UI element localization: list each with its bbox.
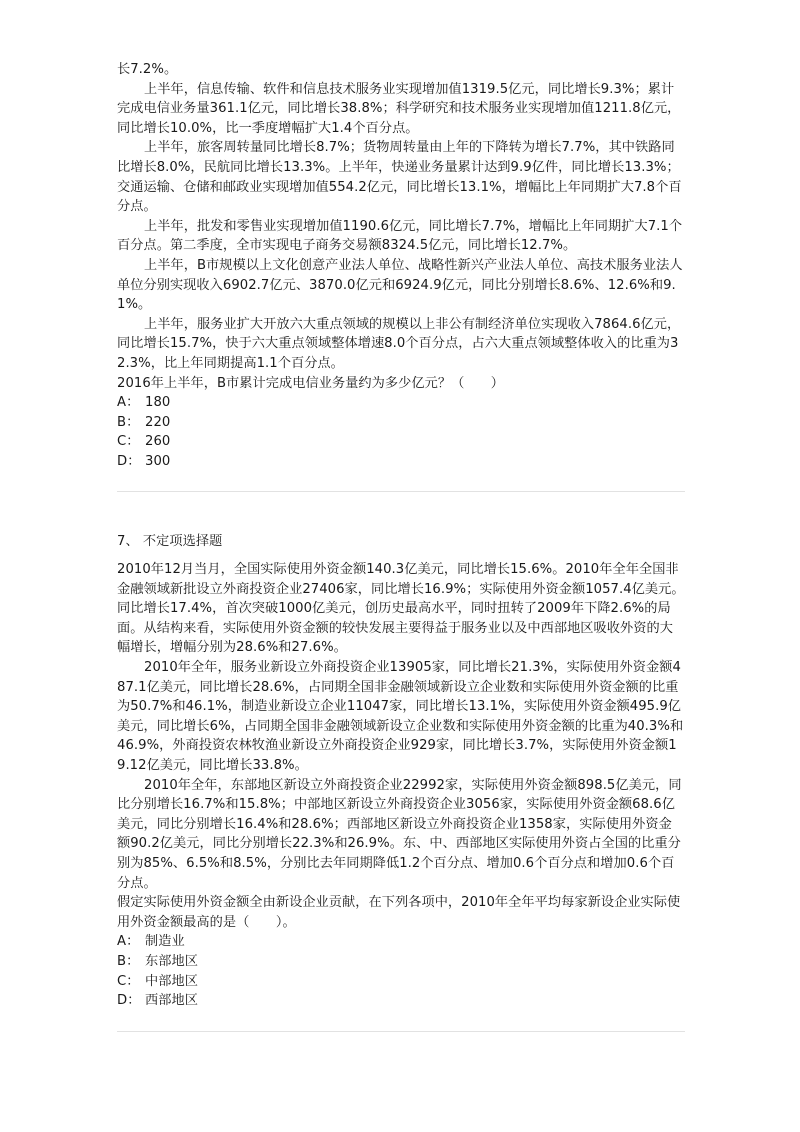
document-body xyxy=(117,60,685,1032)
option-value: 西部地区 xyxy=(145,993,198,1009)
option-key: D： xyxy=(117,453,141,469)
q6-option-a[interactable] xyxy=(117,393,685,413)
q6-option-c[interactable] xyxy=(117,432,685,452)
q7-question-stem: 假定实际使用外资金额全由新设企业贡献，在下列各项中，2010年全年平均每家新设企业实际使用外资金额最高的是（ ）。 xyxy=(117,895,681,930)
option-key: D： xyxy=(117,993,141,1009)
q6-option-d[interactable] xyxy=(117,452,685,472)
q7-paragraph-2: 2010年全年，服务业新设立外商投资企业13905家，同比增长21.3%，实际使用外资金额487.1亿美元，同比增长28.6%，占同期全国非金融领域新设立企业数和实际使用外资金额的比重为50.7%和46.1%，制造业新设立企业11047家，同比增长13.1%，实际使用外资金额495.9亿美元，同比增长6%，占同期全国非金融领域新设立企业数和实际使用外资金额的比重为40.3%和46.9%，外商投资农林牧渔业新设立外商投资企业929家，同比增长3.7%，实际使用外资金额19.12亿美元，同比增长33.8%。 xyxy=(117,660,684,773)
q7-option-d[interactable] xyxy=(117,991,685,1011)
q7-option-c[interactable] xyxy=(117,972,685,992)
question-7-header: 7、 不定项选择题 xyxy=(117,534,223,550)
q6-question-stem: 2016年上半年，B市累计完成电信业务量约为多少亿元？（ ） xyxy=(117,375,505,391)
q6-paragraph-1: 长7.2%。 xyxy=(117,62,178,77)
question-6 xyxy=(117,60,685,471)
q7-paragraph-1: 2010年12月当月，全国实际使用外资金额140.3亿美元，同比增长15.6%。2010年全年全国非金融领域新批设立外商投资企业27406家，同比增长16.9%；实际使用外资金额1057.4亿美元。同比增长17.4%，首次突破1000亿美元，创历史最高水平，同时扭转了2009年下降2.6%的局面。从结构来看，实际使用外资金额的较快发展主要得益于服务业以及中西部地区吸收外资的大幅增长，增幅分别为28.6%和27.6%。 xyxy=(117,562,685,656)
q6-options xyxy=(117,393,685,471)
q6-paragraph-6: 上半年，服务业扩大开放六大重点领域的规模以上非公有制经济单位实现收入7864.6亿元，同比增长15.7%，快于六大重点领域整体增速8.0个百分点，占六大重点领域整体收入的比重为32.3%，比上年同期提高1.1个百分点。 xyxy=(117,316,681,371)
q6-paragraph-4: 上半年，批发和零售业实现增加值1190.6亿元，同比增长7.7%，增幅比上年同期扩大7.1个百分点。第二季度，全市实现电子商务交易额8324.5亿元，同比增长12.7%。 xyxy=(117,218,683,254)
option-value: 300 xyxy=(145,453,171,469)
q6-paragraph-3: 上半年，旅客周转量同比增长8.7%；货物周转量由上年的下降转为增长7.7%，其中铁路同比增长8.0%，民航同比增长13.3%。上半年，快递业务量累计达到9.9亿件，同比增长13.3%；交通运输、仓储和邮政业实现增加值554.2亿元，同比增长13.1%，增幅比上年同期扩大7.8个百分点。 xyxy=(117,140,682,215)
q7-option-b[interactable] xyxy=(117,952,685,972)
option-key: B： xyxy=(117,953,140,969)
q6-paragraph-5: 上半年，B市规模以上文化创意产业法人单位、战略性新兴产业法人单位、高技术服务业法人单位分别实现收入6902.7亿元、3870.0亿元和6924.9亿元，同比分别增长8.6%、12.6%和9.1%。 xyxy=(117,257,683,313)
option-value: 260 xyxy=(145,434,171,450)
q7-options xyxy=(117,932,685,1010)
option-value: 制造业 xyxy=(145,934,185,950)
option-key: A： xyxy=(117,934,140,950)
option-key: C： xyxy=(117,434,140,450)
q7-paragraph-3: 2010年全年，东部地区新设立外商投资企业22992家，实际使用外资金额898.5亿美元，同比分别增长16.7%和15.8%；中部地区新设立外商投资企业3056家，实际使用外资金额68.6亿美元，同比分别增长16.4%和28.6%；西部地区新设立外商投资企业1358家，实际使用外资金额90.2亿美元，同比分别增长22.3%和26.9%。东、中、西部地区实际使用外资占全国的比重分别为85%、6.5%和8.5%，分别比去年同期降低1.2个百分点、增加0.6个百分点和增加0.6个百分点。 xyxy=(117,777,682,891)
option-value: 东部地区 xyxy=(145,953,198,969)
option-value: 中部地区 xyxy=(145,973,198,989)
option-key: A： xyxy=(117,395,140,411)
option-value: 180 xyxy=(145,395,171,411)
option-key: C： xyxy=(117,973,140,989)
option-key: B： xyxy=(117,414,140,430)
option-value: 220 xyxy=(145,414,171,430)
q6-paragraph-2: 上半年，信息传输、软件和信息技术服务业实现增加值1319.5亿元，同比增长9.3%；累计完成电信业务量361.1亿元，同比增长38.8%；科学研究和技术服务业实现增加值1211.8亿元，同比增长10.0%，比一季度增幅扩大1.4个百分点。 xyxy=(117,81,681,136)
q7-option-a[interactable] xyxy=(117,932,685,952)
question-7 xyxy=(117,532,685,1010)
question-divider xyxy=(117,491,685,492)
question-divider xyxy=(117,1031,685,1032)
q6-option-b[interactable] xyxy=(117,413,685,433)
